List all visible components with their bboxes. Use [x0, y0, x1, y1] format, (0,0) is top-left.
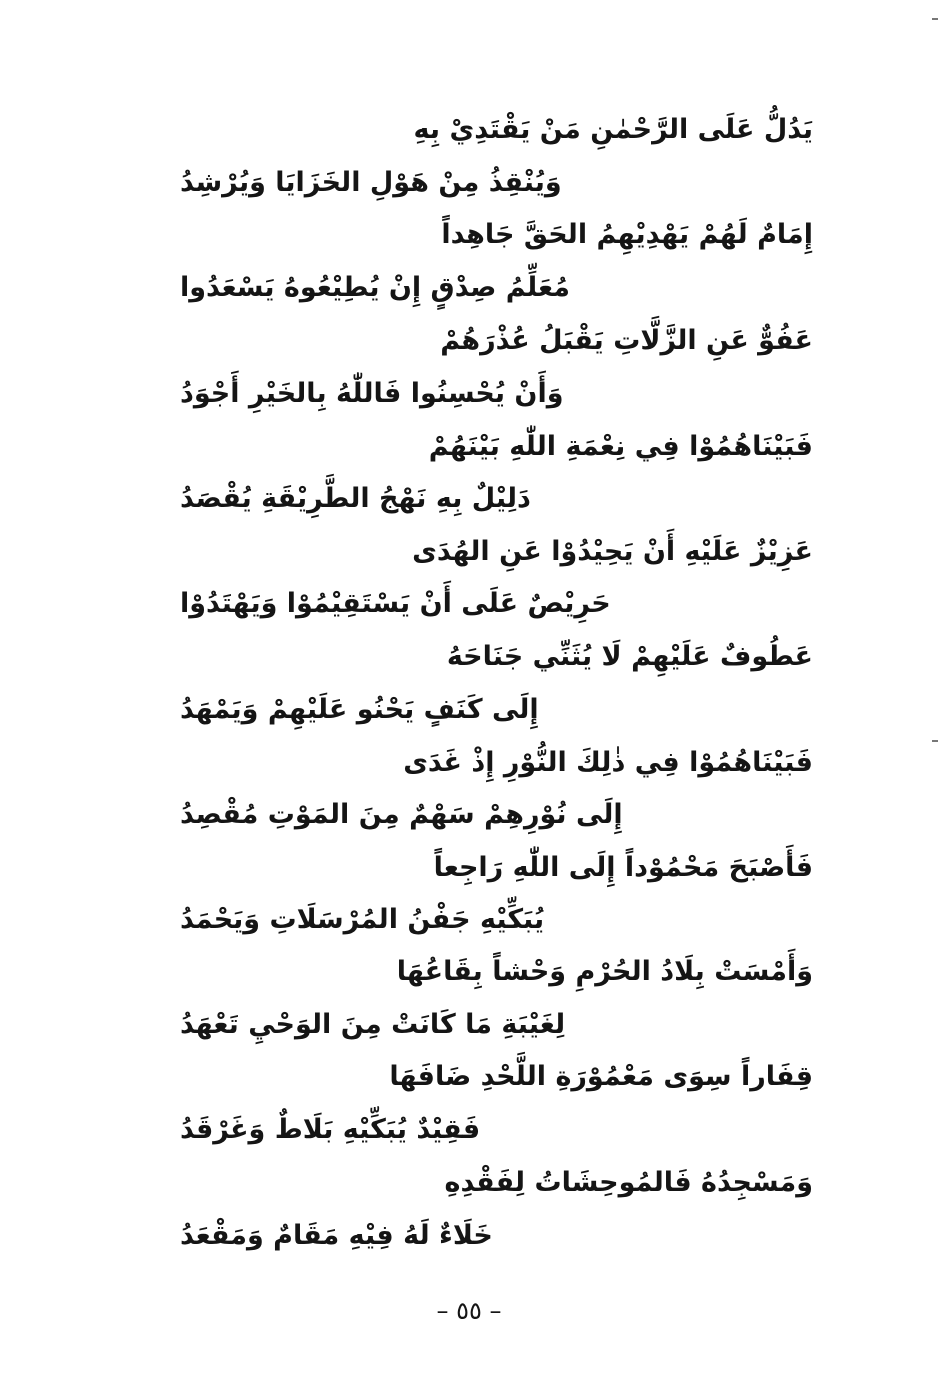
- scan-edge-mark: [932, 18, 938, 20]
- verse-line: إِلَى نُوْرِهِمْ سَهْمٌ مِنَ المَوْتِ مُقْصِدُ: [180, 799, 623, 830]
- verse-line: قِفَاراً سِوَى مَعْمُوْرَةِ اللَّحْدِ ضَافَهَا: [389, 1061, 813, 1092]
- verse-line: وَأَمْسَتْ بِلَادُ الحُرْمِ وَحْشاً بِقَاعُهَا: [396, 956, 813, 987]
- verse-line: حَرِيْصٌ عَلَى أَنْ يَسْتَقِيْمُوْا وَيَهْتَدُوْا: [180, 588, 611, 619]
- verse-line: دَلِيْلٌ بِهِ نَهْجُ الطَّرِيْقَةِ يُقْصَدُ: [180, 483, 531, 514]
- verse-line: وَأَنْ يُحْسِنُوا فَاللّٰهُ بِالخَيْرِ أَجْوَدُ: [180, 378, 564, 409]
- verse-line: وَمَسْجِدُهُ فَالمُوحِشَاتُ لِفَقْدِهِ: [444, 1167, 813, 1198]
- verse-line: فَأَصْبَحَ مَحْمُوْداً إِلَى اللّٰهِ رَاجِعاً: [433, 852, 813, 883]
- verse-line: فَقِيْدٌ يُبَكِّيْهِ بَلَاطٌ وَغَرْقَدُ: [180, 1114, 481, 1145]
- verse-line: لِغَيْبَةِ مَا كَانَتْ مِنَ الوَحْيِ تَعْهَدُ: [180, 1009, 566, 1040]
- page-number: – ٥٥ –: [436, 1297, 502, 1325]
- verse-line: عَطُوفٌ عَلَيْهِمْ لَا يُثَنِّي جَنَاحَهُ: [446, 641, 813, 672]
- verse-line: عَزِيْزٌ عَلَيْهِ أَنْ يَحِيْدُوْا عَنِ الهُدَى: [412, 536, 813, 567]
- scan-edge-mark: [932, 740, 938, 742]
- verse-line: وَيُنْقِذُ مِنْ هَوْلِ الخَزَايَا وَيُرْشِدُ: [180, 167, 562, 198]
- verse-line: يَدُلُّ عَلَى الرَّحْمٰنِ مَنْ يَقْتَدِيْ بِهِ: [413, 114, 813, 145]
- verse-line: إِمَامٌ لَهُمْ يَهْدِيْهِمُ الحَقَّ جَاهِداً: [441, 219, 813, 250]
- verse-line: عَفُوٌّ عَنِ الزَّلَّاتِ يَقْبَلُ عُذْرَهُمْ: [440, 325, 813, 356]
- verse-line: خَلَاءٌ لَهُ فِيْهِ مَقَامٌ وَمَقْعَدُ: [180, 1220, 493, 1251]
- verse-line: فَبَيْنَاهُمُوْا فِي ذٰلِكَ النُّوْرِ إِذْ غَدَى: [403, 747, 813, 778]
- verse-line: مُعَلِّمُ صِدْقٍ إِنْ يُطِيْعُوهُ يَسْعَدُوا: [180, 272, 570, 303]
- verse-line: إِلَى كَنَفٍ يَحْنُو عَلَيْهِمْ وَيَمْهَدُ: [180, 694, 539, 725]
- verse-line: فَبَيْنَاهُمُوْا فِي نِعْمَةِ اللّٰهِ بَيْنَهُمْ: [428, 431, 813, 462]
- verse-line: يُبَكِّيْهِ جَفْنُ المُرْسَلَاتِ وَيَحْمَدُ: [180, 904, 545, 935]
